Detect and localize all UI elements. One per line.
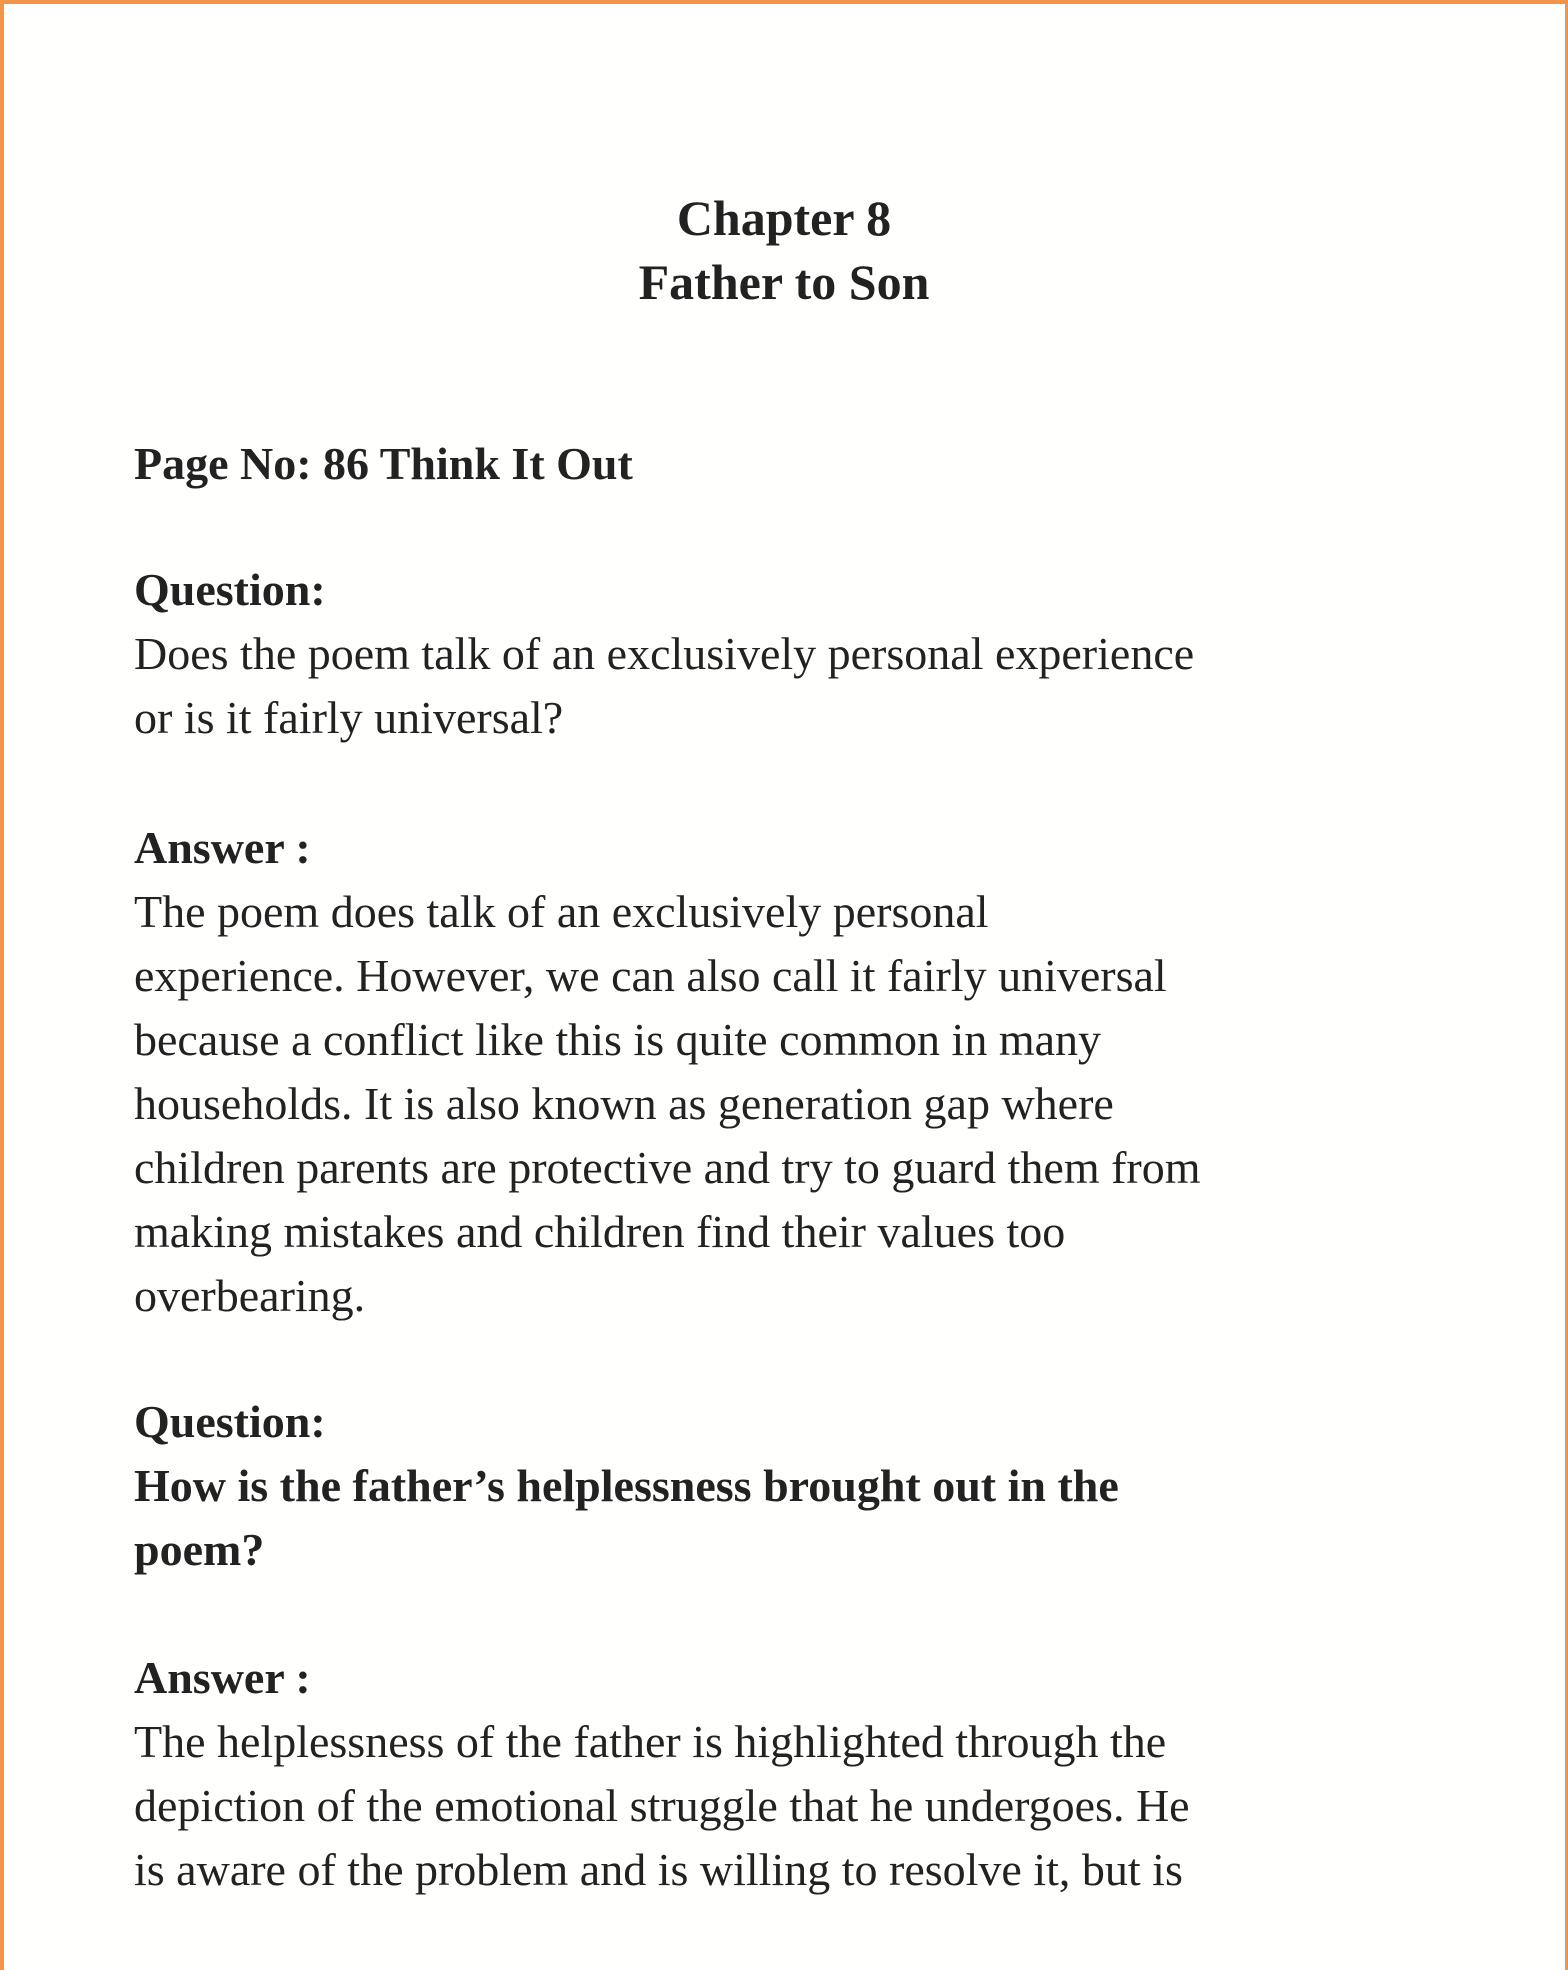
chapter-title: Father to Son [638,254,930,310]
answer-text: experience. However, we can also call it fairly universal [134,950,1167,1001]
answer-label: Answer : [134,1652,311,1703]
question-label: Question: [134,1396,326,1447]
answer-text: depiction of the emotional struggle that he undergoes. He [134,1780,1190,1831]
answer-text: households. It is also known as generation gap where [134,1078,1114,1129]
answer-text: is aware of the problem and is willing to resolve it, but is [134,1844,1183,1895]
answer-text: overbearing. [134,1270,366,1321]
answer-text: making mistakes and children find their values too [134,1206,1066,1257]
question-text: or is it fairly universal? [134,692,564,743]
qa-item-2 [134,1390,1119,1582]
answer-text: The helplessness of the father is highlighted through the [134,1716,1167,1767]
question-text: How is the father’s helplessness brought out in the [134,1460,1119,1511]
question-text: Does the poem talk of an exclusively personal experience [134,628,1195,679]
answer-text: The poem does talk of an exclusively personal [134,886,989,937]
question-text: poem? [134,1524,265,1575]
answer-text: children parents are protective and try to guard them from [134,1142,1201,1193]
chapter-heading: Chapter 8 [676,190,892,246]
answer-2 [134,1646,1190,1902]
answer-1 [134,816,1201,1328]
qa-item-1 [134,558,1194,750]
section-heading: Page No: 86 Think It Out [134,438,633,489]
answer-text: because a conflict like this is quite common in many [134,1014,1102,1065]
question-label: Question: [134,564,326,615]
answer-label: Answer : [134,822,311,873]
